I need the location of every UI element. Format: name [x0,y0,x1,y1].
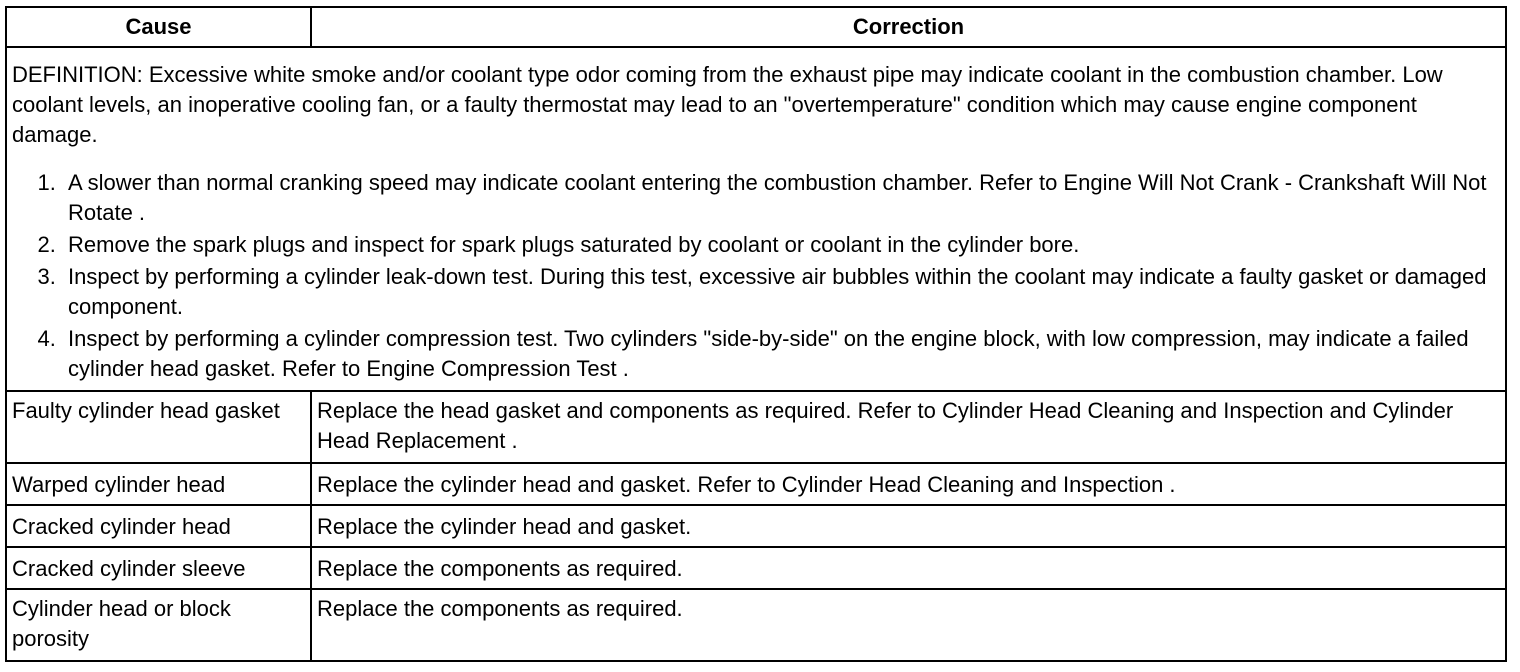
definition-row [6,47,1506,391]
table-row [6,547,1506,589]
cause-cell: Cracked cylinder head [6,505,311,547]
table-row [6,505,1506,547]
table-row [6,463,1506,505]
table-header-row [6,7,1506,47]
cause-cell: Faulty cylinder head gasket [6,391,311,463]
diagnostic-step: 3. Inspect by performing a cylinder leak-down test. During this test, excessive air bubbles within the coolant may indicate a faulty gasket or damaged component. [62,262,1500,322]
cause-cell: Cylinder head or block porosity [6,589,311,661]
definition-cell [6,47,1506,391]
diagnostic-step: 4. Inspect by performing a cylinder compression test. Two cylinders "side-by-side" on the engine block, with low compression, may indicate a failed cylinder head gasket. Refer to Engine Compression Test . [62,324,1500,384]
cause-cell: Warped cylinder head [6,463,311,505]
correction-cell: Replace the cylinder head and gasket. [311,505,1506,547]
correction-column-header: Correction [311,7,1506,47]
table-row [6,589,1506,661]
correction-cell: Replace the head gasket and components as required. Refer to Cylinder Head Cleaning and Inspection and Cylinder Head Replacement . [311,391,1506,463]
correction-cell: Replace the components as required. [311,589,1506,661]
definition-text: DEFINITION: Excessive white smoke and/or coolant type odor coming from the exhaust pipe may indicate coolant in the combustion chamber. Low coolant levels, an inoperative cooling fan, or a faulty thermostat may lead to an "overtemperature" condition which may cause engine component damage. [12,62,1443,147]
diagnostic-step: 1. A slower than normal cranking speed may indicate coolant entering the combustion chamber. Refer to Engine Will Not Crank - Crankshaft Will Not Rotate . [62,168,1500,228]
diagnostic-steps-list [12,168,1500,384]
correction-cell: Replace the components as required. [311,547,1506,589]
cause-cell: Cracked cylinder sleeve [6,547,311,589]
correction-cell: Replace the cylinder head and gasket. Refer to Cylinder Head Cleaning and Inspection . [311,463,1506,505]
cause-column-header: Cause [6,7,311,47]
diagnostic-step: 2. Remove the spark plugs and inspect for spark plugs saturated by coolant or coolant in the cylinder bore. [62,230,1500,260]
diagnostic-table [5,6,1507,662]
table-row [6,391,1506,463]
